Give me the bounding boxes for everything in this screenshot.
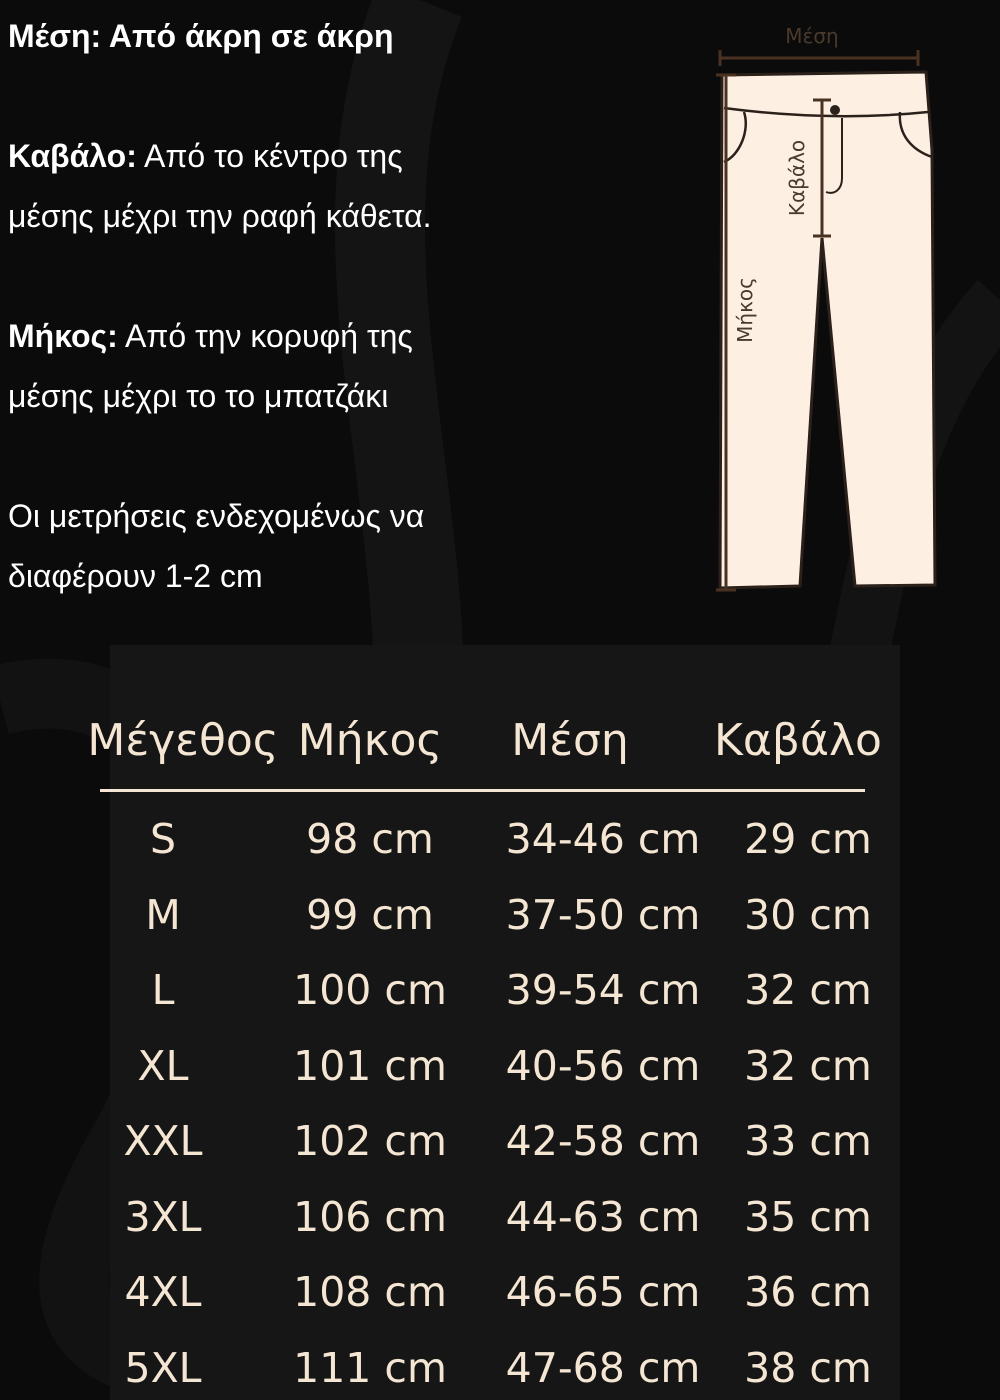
cell-crotch: 29 cm <box>744 815 872 863</box>
waist-note-label: Μέση: <box>8 18 102 54</box>
cell-crotch: 32 cm <box>744 1041 872 1090</box>
header-divider <box>100 789 865 792</box>
cell-length: 106 cm <box>293 1192 447 1241</box>
crotch-note <box>8 126 708 186</box>
cell-waist: 46-65 cm <box>505 1268 701 1316</box>
cell-size: L <box>151 966 175 1014</box>
cell-crotch: 35 cm <box>744 1192 872 1241</box>
cell-waist: 40-56 cm <box>505 1041 701 1090</box>
cell-size: XXL <box>123 1117 203 1165</box>
cell-size: M <box>145 890 181 939</box>
waist-note-text: Από άκρη σε άκρη <box>108 18 394 54</box>
cell-crotch: 32 cm <box>744 966 872 1014</box>
cell-length: 108 cm <box>293 1268 447 1316</box>
header-crotch: Καβάλο <box>714 715 882 766</box>
cell-crotch: 36 cm <box>744 1268 872 1316</box>
cell-waist: 37-50 cm <box>505 890 701 939</box>
cell-waist: 39-54 cm <box>505 966 701 1014</box>
diagram-waist-label: Μέση <box>785 24 839 48</box>
cell-length: 111 cm <box>293 1343 447 1392</box>
cell-crotch: 33 cm <box>744 1117 872 1165</box>
length-note <box>8 306 708 366</box>
disclaimer-line-1: Οι μετρήσεις ενδεχομένως να <box>8 498 425 534</box>
cell-size: 5XL <box>124 1343 202 1392</box>
cell-crotch: 38 cm <box>744 1343 872 1392</box>
cell-length: 98 cm <box>306 815 434 863</box>
cell-length: 101 cm <box>293 1041 447 1090</box>
cell-length: 102 cm <box>293 1117 447 1165</box>
measurement-notes <box>8 6 708 606</box>
pants-measurement-diagram <box>690 0 1000 620</box>
length-note-text-1: Από την κορυφή της <box>124 318 413 354</box>
header-length: Μήκος <box>297 715 443 766</box>
cell-waist: 42-58 cm <box>505 1117 701 1165</box>
cell-crotch: 30 cm <box>744 890 872 939</box>
button-icon <box>830 105 840 115</box>
header-size: Μέγεθος <box>87 715 279 766</box>
cell-size: S <box>149 815 177 863</box>
crotch-note-text-2: μέσης μέχρι την ραφή κάθετα. <box>8 198 432 234</box>
length-note-text-2: μέσης μέχρι το το μπατζάκι <box>8 378 389 414</box>
length-note-label: Μήκος: <box>8 318 118 354</box>
disclaimer-line-2: διαφέρουν 1-2 cm <box>8 558 263 594</box>
cell-size: 3XL <box>124 1192 202 1241</box>
waist-measure <box>720 24 918 66</box>
crotch-note-text-1: Από το κέντρο της <box>143 138 403 174</box>
cell-length: 100 cm <box>293 966 447 1014</box>
waist-note <box>8 6 708 66</box>
cell-size: XL <box>137 1041 189 1090</box>
cell-length: 99 cm <box>306 890 434 939</box>
cell-size: 4XL <box>124 1268 202 1316</box>
cell-waist: 44-63 cm <box>505 1192 701 1241</box>
cell-waist: 47-68 cm <box>505 1343 701 1392</box>
diagram-crotch-label: Καβάλο <box>785 139 809 217</box>
header-waist: Μέση <box>511 715 629 766</box>
crotch-note-label: Καβάλο: <box>8 138 137 174</box>
cell-waist: 34-46 cm <box>505 815 701 863</box>
diagram-length-label: Μήκος <box>733 277 757 343</box>
